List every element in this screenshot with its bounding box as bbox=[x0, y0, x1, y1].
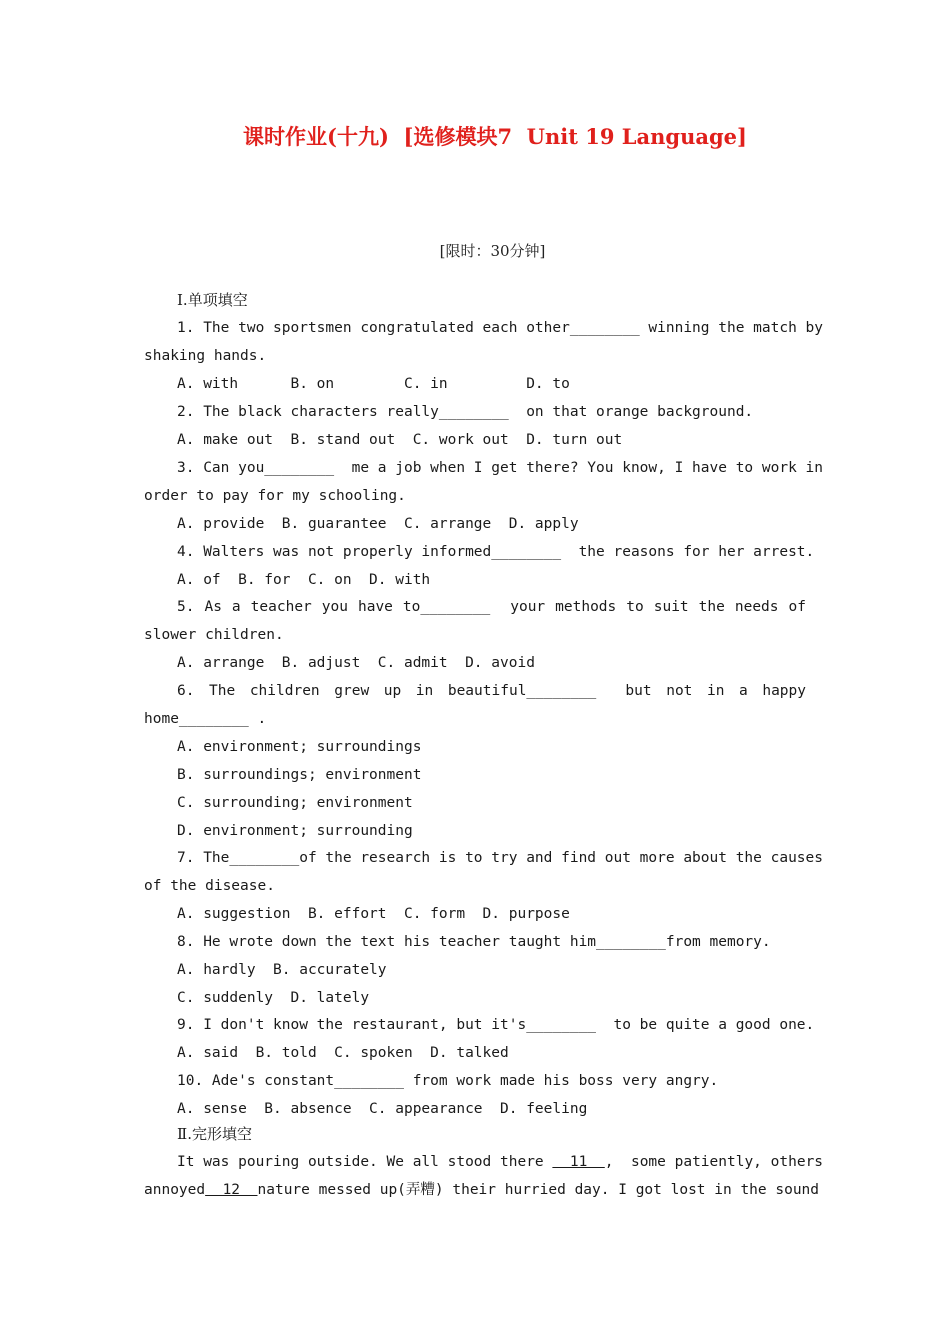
option-line: A. said B. told C. spoken D. talked bbox=[177, 1045, 509, 1061]
question-line: 2. The black characters really________ on that orange background. bbox=[177, 404, 754, 420]
question-line: slower children. bbox=[144, 627, 284, 643]
blank-12: 12 bbox=[205, 1182, 258, 1198]
option-line: C. surrounding; environment bbox=[177, 795, 413, 811]
option-line: A. arrange B. adjust C. admit D. avoid bbox=[177, 655, 535, 671]
passage-text: It was pouring outside. We all stood there bbox=[177, 1154, 553, 1170]
question-line: 3. Can you________ me a job when I get there? You know, I have to work in bbox=[177, 460, 824, 476]
question-line: order to pay for my schooling. bbox=[144, 488, 406, 504]
blank-11: 11 bbox=[552, 1154, 605, 1170]
passage-text: , some patiently, others bbox=[604, 1154, 824, 1170]
passage-line bbox=[144, 1176, 820, 1204]
option-line: D. environment; surrounding bbox=[177, 823, 413, 839]
question-line: 9. I don't know the restaurant, but it's________ to be quite a good one. bbox=[177, 1017, 815, 1033]
passage-text: nature messed up(弄糟) their hurried day. I got lost in the sound bbox=[257, 1182, 820, 1198]
question-line: home________ . bbox=[144, 711, 267, 727]
question-line: 5. As a teacher you have to________ your methods to suit the needs of bbox=[177, 599, 806, 615]
passage-text: annoyed bbox=[144, 1182, 206, 1198]
option-line: A. make out B. stand out C. work out D. turn out bbox=[177, 432, 623, 448]
time-limit: [限时：30分钟] bbox=[439, 242, 546, 260]
question-line: 7. The________of the research is to try and find out more about the causes bbox=[177, 850, 824, 866]
option-line: A. hardly B. accurately bbox=[177, 962, 387, 978]
option-line: A. environment; surroundings bbox=[177, 739, 422, 755]
section-heading-cloze: Ⅱ.完形填空 bbox=[177, 1125, 252, 1143]
question-line: of the disease. bbox=[144, 878, 275, 894]
option-line: A. sense B. absence C. appearance D. feeling bbox=[177, 1101, 588, 1117]
question-line: 4. Walters was not properly informed________ the reasons for her arrest. bbox=[177, 544, 815, 560]
question-line: 8. He wrote down the text his teacher taught him________from memory. bbox=[177, 934, 771, 950]
option-line: A. provide B. guarantee C. arrange D. apply bbox=[177, 516, 579, 532]
option-line: A. suggestion B. effort C. form D. purpose bbox=[177, 906, 570, 922]
section-heading-single-choice: Ⅰ.单项填空 bbox=[177, 291, 248, 309]
option-line: A. with B. on C. in D. to bbox=[177, 376, 570, 392]
option-line: C. suddenly D. lately bbox=[177, 990, 370, 1006]
passage-line bbox=[177, 1148, 824, 1176]
question-line: 1. The two sportsmen congratulated each other________ winning the match by bbox=[177, 320, 824, 336]
page-title: 课时作业(十九) [选修模块7 Unit 19 Language] bbox=[243, 124, 747, 149]
option-line: B. surroundings; environment bbox=[177, 767, 422, 783]
question-line: 10. Ade's constant________ from work made his boss very angry. bbox=[177, 1073, 719, 1089]
question-line: shaking hands. bbox=[144, 348, 267, 364]
question-line: 6. The children grew up in beautiful________ but not in a happy bbox=[177, 683, 806, 699]
option-line: A. of B. for C. on D. with bbox=[177, 572, 431, 588]
